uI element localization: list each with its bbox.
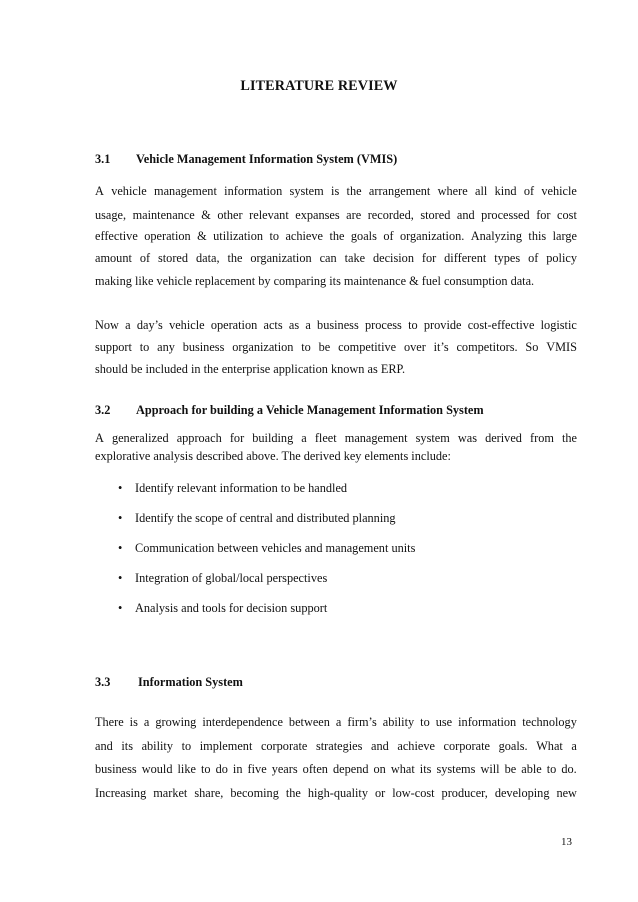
word: types — [494, 251, 521, 265]
word: of — [383, 229, 394, 243]
word: management — [154, 184, 217, 198]
paragraph-line — [95, 715, 577, 730]
word: management — [344, 431, 408, 445]
word: operation — [144, 229, 191, 243]
word: where — [437, 184, 468, 198]
word: a — [571, 739, 577, 753]
word: maintenance — [132, 208, 195, 222]
word: the — [561, 431, 577, 445]
word: share, — [194, 786, 224, 800]
word: can — [319, 251, 337, 265]
word: a — [335, 715, 342, 729]
word: building — [252, 431, 294, 445]
word: interdependence — [202, 715, 283, 729]
word: acts — [263, 318, 283, 332]
paragraph-line: making like vehicle replacement by comparing its maintenance & fuel consumption data. — [95, 274, 535, 288]
paragraph-line — [95, 184, 577, 199]
word: do. — [561, 762, 577, 776]
word: its — [121, 739, 133, 753]
word: process — [364, 318, 402, 332]
word: amount — [95, 251, 132, 265]
word: or — [374, 786, 386, 800]
word: large — [552, 229, 577, 243]
word: Analyzing — [470, 229, 522, 243]
word: years — [271, 762, 298, 776]
section-3-1-heading — [95, 152, 397, 167]
word: firm’s — [347, 715, 377, 729]
word: any — [157, 340, 175, 354]
section-number: 3.1 — [95, 152, 111, 166]
word: to — [301, 340, 311, 354]
paragraph-line: explorative analysis described above. The derived key elements include: — [95, 449, 451, 463]
section-title: Approach for building a Vehicle Management Information System — [136, 403, 484, 417]
word: a — [301, 431, 307, 445]
word: cost — [557, 208, 577, 222]
word: for — [536, 208, 551, 222]
word: a — [305, 318, 311, 332]
word: policy — [546, 251, 577, 265]
word: arrangement — [368, 184, 431, 198]
word: use — [435, 715, 453, 729]
word: like — [177, 762, 196, 776]
bullet-text: Analysis and tools for decision support — [135, 601, 328, 615]
word: what — [390, 762, 415, 776]
word: will — [480, 762, 500, 776]
paragraph-line — [95, 208, 577, 223]
word: logistic — [540, 318, 577, 332]
word: its — [419, 762, 432, 776]
word: high-quality — [307, 786, 368, 800]
word: vehicle — [169, 318, 205, 332]
word: VMIS — [546, 340, 577, 354]
word: to — [181, 739, 192, 753]
word: to — [420, 715, 430, 729]
word: developing — [494, 786, 550, 800]
word: information — [458, 715, 517, 729]
word: Now — [95, 318, 119, 332]
word: in — [232, 762, 243, 776]
word: stored — [420, 208, 451, 222]
bullet-icon: • — [118, 511, 123, 525]
word: expanses — [295, 208, 340, 222]
word: ability — [382, 715, 415, 729]
section-3-2-heading — [95, 403, 484, 418]
word: A — [95, 184, 104, 198]
word: Increasing — [95, 786, 147, 800]
word: So — [525, 340, 539, 354]
page-number: 13 — [561, 836, 572, 848]
word: competitors. — [456, 340, 518, 354]
word: organization — [232, 340, 294, 354]
word: vehicle — [111, 184, 147, 198]
word: corporate — [260, 739, 308, 753]
word: is — [331, 184, 340, 198]
word: technology — [522, 715, 577, 729]
word: kind — [494, 184, 517, 198]
bullet-text: Integration of global/local perspectives — [135, 571, 328, 585]
word: What — [536, 739, 563, 753]
word: stored — [157, 251, 189, 265]
word: other — [217, 208, 243, 222]
word: system — [415, 431, 450, 445]
word: & — [197, 229, 207, 243]
paragraph-line — [95, 251, 577, 266]
word: was — [457, 431, 477, 445]
section-number: 3.2 — [95, 403, 111, 417]
word: to — [546, 762, 557, 776]
page-title: LITERATURE REVIEW — [240, 78, 398, 94]
word: new — [556, 786, 577, 800]
section-number: 3.3 — [95, 675, 111, 689]
word: information — [224, 184, 283, 198]
word: generalized — [111, 431, 169, 445]
word: to — [200, 762, 211, 776]
word: utilization — [213, 229, 263, 243]
word: system — [289, 184, 324, 198]
word: and — [456, 208, 475, 222]
word: over — [403, 340, 426, 354]
word: of — [528, 251, 539, 265]
word: the — [285, 786, 301, 800]
word: day’s — [136, 318, 163, 332]
word: provide — [423, 318, 462, 332]
word: this — [528, 229, 547, 243]
bullet-icon: • — [118, 481, 123, 495]
section-3-3-heading — [95, 675, 243, 690]
word: business — [317, 318, 359, 332]
word: vehicle — [541, 184, 577, 198]
word: producer, — [441, 786, 488, 800]
word: as — [288, 318, 300, 332]
word: be — [504, 762, 517, 776]
bullet-icon: • — [118, 571, 123, 585]
word: organization. — [400, 229, 465, 243]
paragraph-line — [95, 786, 577, 801]
paragraph-line — [95, 431, 577, 446]
word: often — [302, 762, 328, 776]
word: goals — [350, 229, 377, 243]
word: the — [227, 251, 243, 265]
word: data, — [195, 251, 220, 265]
word: decision — [372, 251, 414, 265]
bullet-text: Identify relevant information to be handled — [135, 481, 348, 495]
word: systems — [436, 762, 476, 776]
word: from — [530, 431, 554, 445]
word: usage, — [95, 208, 127, 222]
bullet-text: Communication between vehicles and management units — [135, 541, 416, 555]
bullet-text: Identify the scope of central and distributed planning — [135, 511, 396, 525]
word: ability — [141, 739, 173, 753]
word: business — [182, 340, 225, 354]
word: becoming — [230, 786, 279, 800]
word: approach — [176, 431, 222, 445]
word: achieve — [285, 229, 323, 243]
word: derived — [485, 431, 522, 445]
word: do — [215, 762, 228, 776]
word: strategies — [315, 739, 363, 753]
word: & — [201, 208, 211, 222]
word: relevant — [249, 208, 289, 222]
word: competitive — [338, 340, 397, 354]
word: business — [95, 762, 137, 776]
paragraph-line: should be included in the enterprise application known as ERP. — [95, 362, 406, 376]
bullet-icon: • — [118, 601, 123, 615]
word: recorded, — [367, 208, 414, 222]
paragraph-line — [95, 229, 577, 244]
paragraph-line — [95, 739, 577, 754]
word: low-cost — [392, 786, 435, 800]
word: would — [141, 762, 173, 776]
bullet-icon: • — [118, 541, 123, 555]
paragraph-line — [95, 318, 577, 333]
word: between — [288, 715, 330, 729]
word: A — [95, 431, 104, 445]
word: for — [229, 431, 245, 445]
word: a — [143, 715, 150, 729]
word: goals. — [498, 739, 528, 753]
word: organization — [250, 251, 312, 265]
word: the — [329, 229, 345, 243]
word: fleet — [314, 431, 337, 445]
word: processed — [481, 208, 530, 222]
word: for — [421, 251, 437, 265]
word: it’s — [433, 340, 449, 354]
word: to — [269, 229, 280, 243]
word: implement — [199, 739, 253, 753]
word: different — [444, 251, 487, 265]
section-title: Information System — [138, 675, 243, 689]
word: operation — [210, 318, 258, 332]
word: all — [475, 184, 488, 198]
word: able — [521, 762, 542, 776]
word: cost-effective — [467, 318, 535, 332]
word: of — [139, 251, 151, 265]
word: take — [344, 251, 366, 265]
word: the — [346, 184, 362, 198]
word: effective — [95, 229, 138, 243]
word: is — [129, 715, 138, 729]
word: a — [125, 318, 131, 332]
word: and — [371, 739, 389, 753]
word: to — [408, 318, 418, 332]
word: growing — [155, 715, 197, 729]
word: be — [318, 340, 331, 354]
word: five — [247, 762, 267, 776]
paragraph-line — [95, 762, 577, 777]
word: There — [95, 715, 124, 729]
word: market — [153, 786, 188, 800]
word: are — [346, 208, 362, 222]
word: achieve — [397, 739, 435, 753]
word: on — [373, 762, 386, 776]
word: and — [95, 739, 113, 753]
section-title: Vehicle Management Information System (VMIS) — [136, 152, 398, 166]
word: depend — [332, 762, 369, 776]
paragraph-line — [95, 340, 577, 355]
word: support — [95, 340, 132, 354]
word: to — [139, 340, 150, 354]
word: corporate — [443, 739, 490, 753]
word: of — [523, 184, 535, 198]
